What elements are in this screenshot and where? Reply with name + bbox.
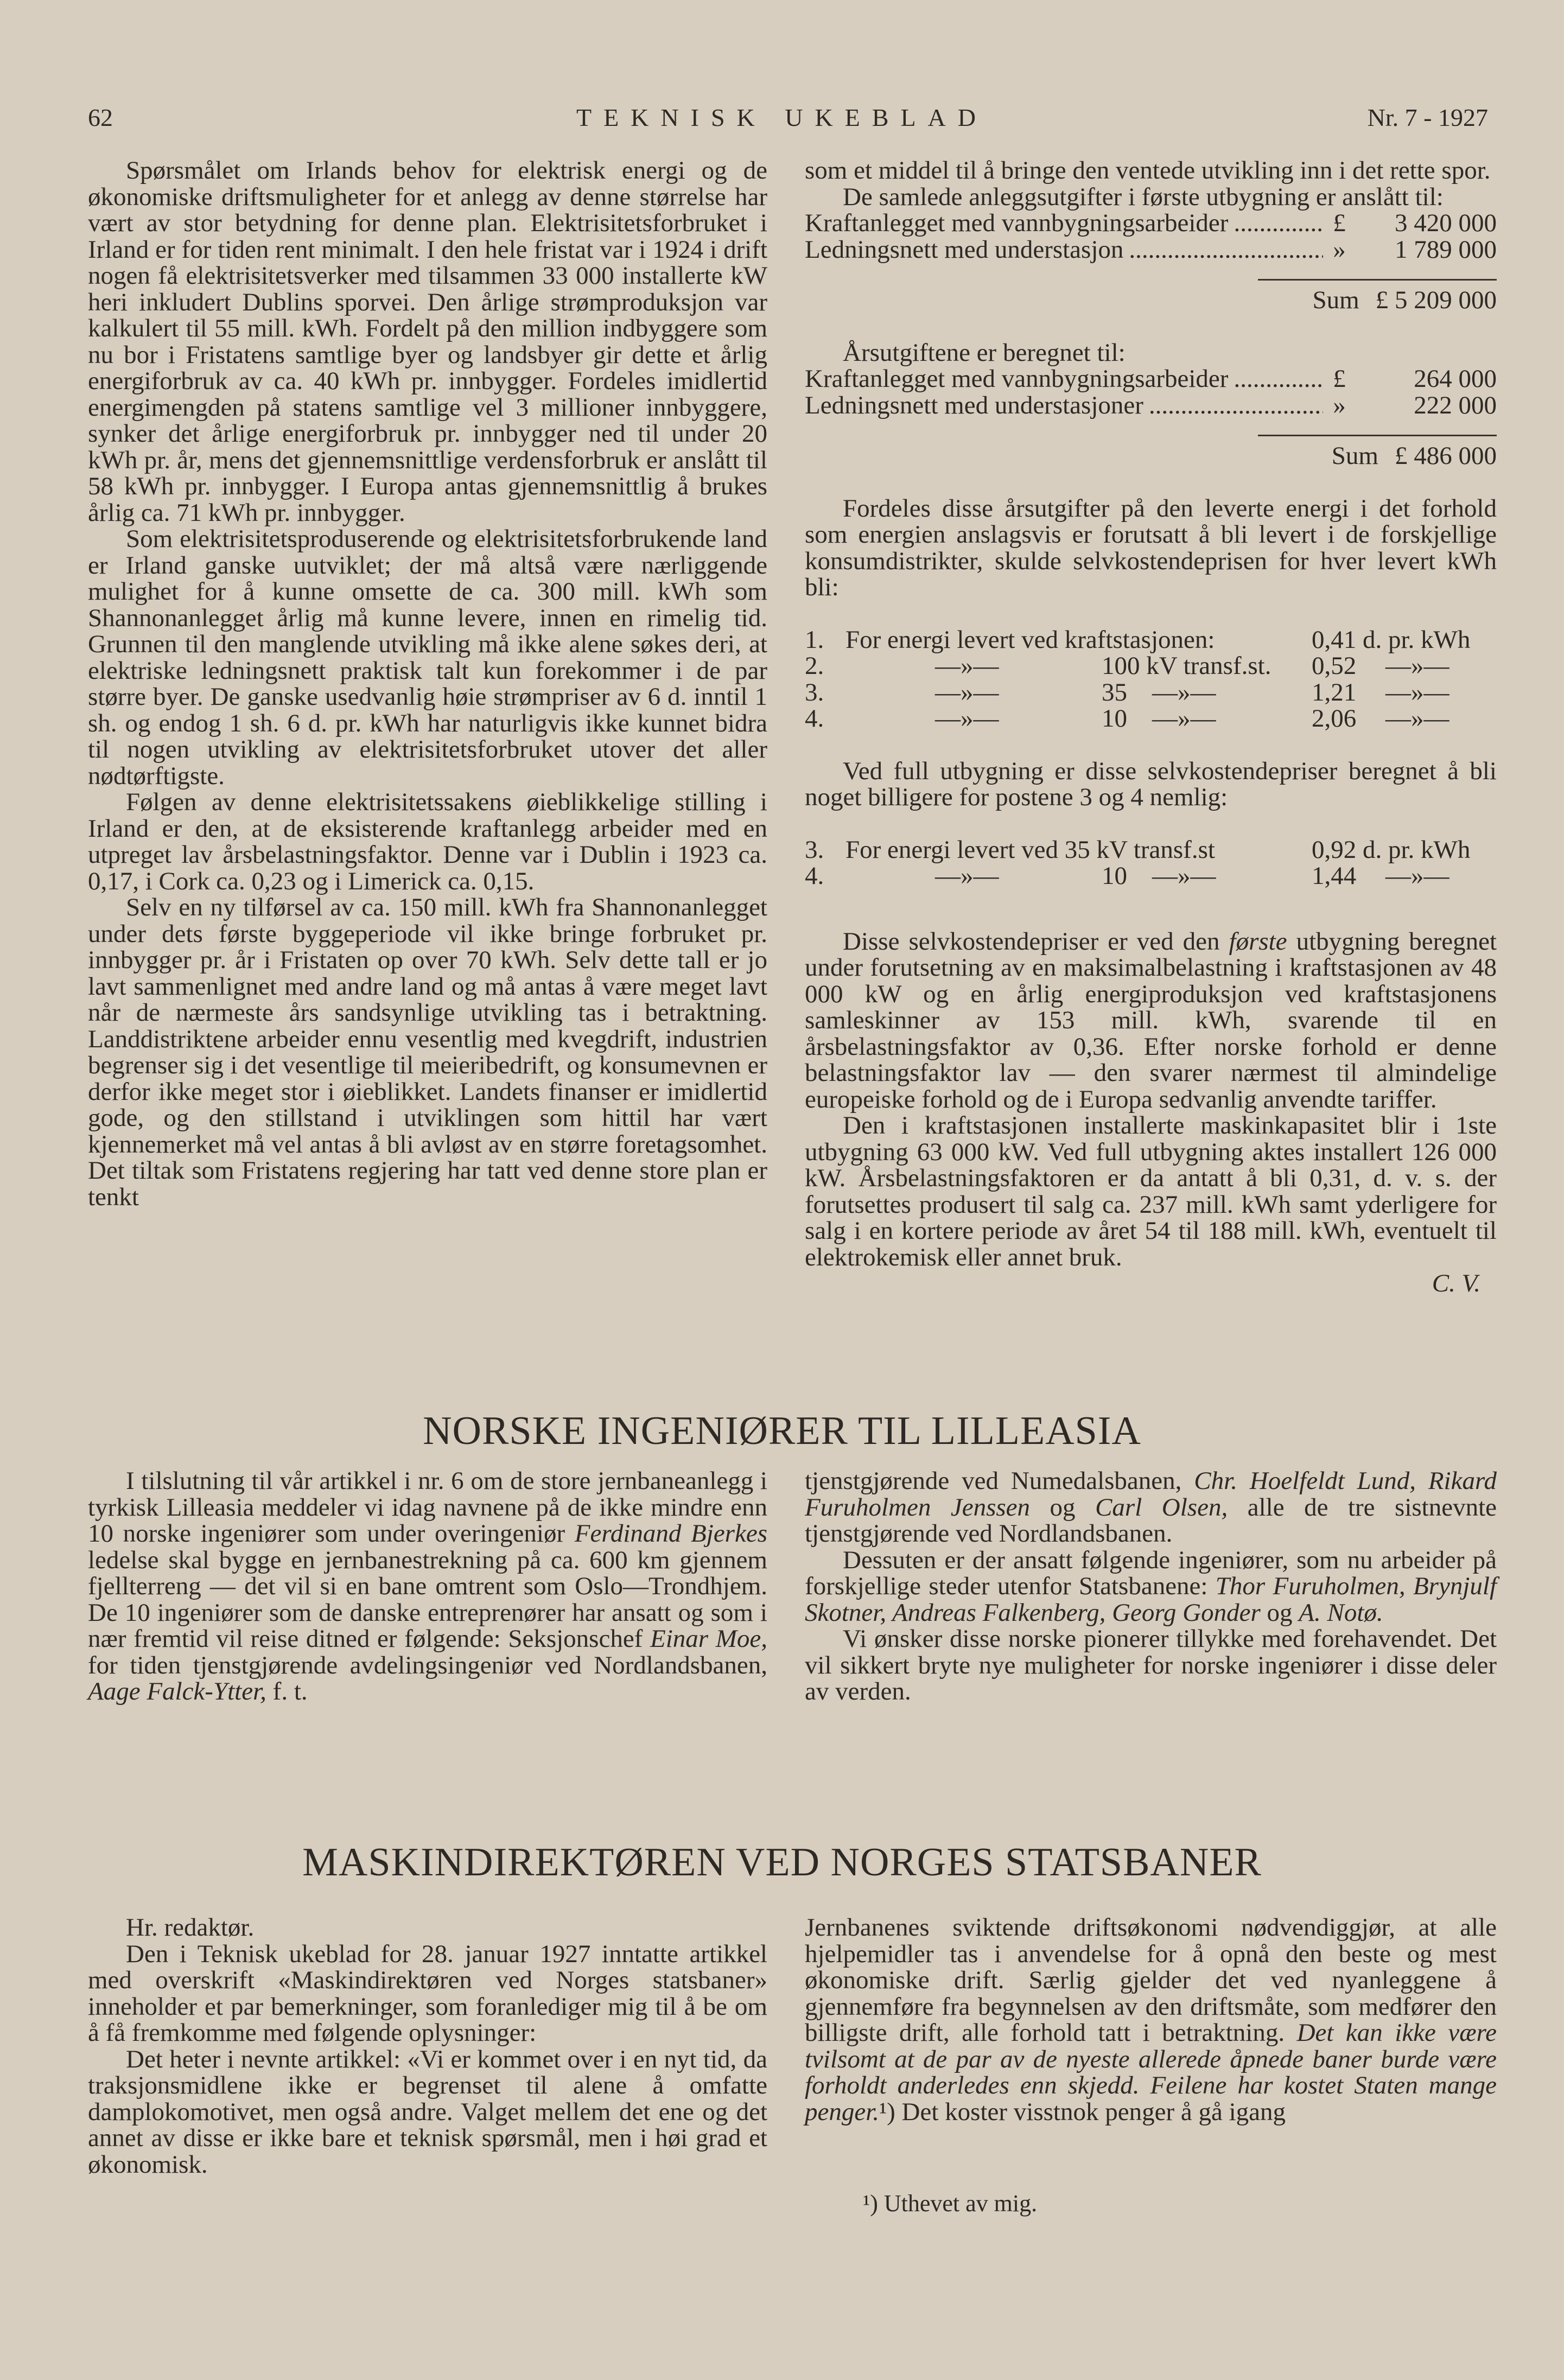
price-ditto3: —»— bbox=[1385, 704, 1449, 733]
text-run: Vi ønsker disse norske pionerer tillykke med forehavendet. Det vil sikkert bryte nye muligheter for norske ingeniører i disse deler av verden. bbox=[805, 1625, 1497, 1706]
price-ditto3: —»— bbox=[1385, 678, 1449, 707]
leader-dots bbox=[1149, 392, 1323, 419]
annual-cost-table bbox=[805, 366, 1497, 418]
currency: » bbox=[1333, 391, 1346, 419]
paragraph bbox=[88, 157, 767, 526]
paragraph: De samlede anleggsutgifter i første utbygning er anslått til: bbox=[843, 182, 1444, 211]
publication-title: TEKNISK UKEBLAD bbox=[576, 104, 988, 131]
paragraph: Ved full utbygning er disse selvkostendepriser beregnet å bli noget billigere for postene 3 og 4 nemlig: bbox=[805, 756, 1497, 811]
article3-left-column bbox=[88, 1914, 767, 2178]
italic-text: første bbox=[1229, 927, 1287, 956]
price-ditto2: —»— bbox=[1152, 704, 1216, 733]
page-number: 62 bbox=[88, 104, 113, 131]
price-voltage: 35 bbox=[1102, 678, 1127, 707]
italic-text: Thor Furuholmen, Brynjulf Skotner, Andreas Falkenberg, Georg Gonder bbox=[805, 1572, 1497, 1627]
text-run: alle de tre sistnevnte tjenstgjørende ved Nordlandsbanen. bbox=[805, 1493, 1497, 1548]
cost-label: Ledningsnett med understasjon bbox=[805, 235, 1124, 264]
price-voltage: 10 bbox=[1102, 704, 1127, 733]
sum-label: Sum bbox=[1312, 286, 1359, 314]
text-run: Dessuten er der ansatt følgende ingeniører, som nu arbeider på forskjellige steder utenfor Statsbanene: bbox=[805, 1545, 1497, 1600]
paragraph bbox=[805, 1914, 1497, 2125]
paragraph bbox=[88, 894, 767, 1210]
price-table-full bbox=[805, 837, 1497, 889]
paragraph bbox=[88, 789, 767, 894]
price-row bbox=[805, 837, 1497, 863]
cost-label: Ledningsnett med understasjoner bbox=[805, 391, 1143, 419]
sum-amount: 486 000 bbox=[1414, 442, 1497, 470]
cost-amount: 222 000 bbox=[1414, 391, 1497, 419]
cost-label: Kraftanlegget med vannbygningsarbeider bbox=[805, 365, 1229, 393]
article1-right-column bbox=[805, 157, 1497, 1297]
price-no: 3. bbox=[805, 678, 824, 707]
cost-amount: 3 420 000 bbox=[1395, 209, 1497, 237]
text-run: Jernbanenes sviktende driftsøkonomi nødvendiggjør, at alle hjelpemidler tas i anvendelse for å opnå den beste og mest økonomiske drift. Særlig gjelder det ved nyanleggene å gjennemføre fra begynnelsen av den driftsmåte, som medfører den billigste drift, alle forhold tatt i betraktning. bbox=[805, 1913, 1497, 2047]
leader-dots bbox=[1129, 237, 1323, 263]
price-ditto2: —»— bbox=[1152, 862, 1216, 890]
price-price: 2,06 bbox=[1312, 704, 1357, 733]
cost-row bbox=[805, 237, 1497, 263]
cost-amount: 1 789 000 bbox=[1395, 235, 1497, 264]
text-run: Som elektrisitetsproduserende og elektrisitetsforbrukende land er Irland ganske uutviklet; der må altså være nærliggende mulighet for å kunne omsette de ca. 300 mill. kWh som Shannonanlegget årlig må kunne levere, innen en rimelig tid. Grunnen til den manglende utvikling må ikke alene søkes deri, at elektriske ledningsnett praktisk talt kun forekommer i de par større byer. De ganske usedvanlig høie strømpriser av 6 d. inntil 1 sh. og endog 1 sh. 6 d. pr. kWh har naturligvis ikke kunnet bidra til nogen utvikling av elektrisitetsforbruket utover det aller nødtørftigste. bbox=[88, 525, 767, 790]
text-run: Det heter i nevnte artikkel: «Vi er kommet over i en nyt tid, da traksjonsmidlene ikke er begrenset til alene å omfatte damplokomotivet, men også andre. Valget mellem det ene og det annet av disse er ikke bare et teknisk spørsmål, men i høi grad et økonomisk. bbox=[88, 2045, 767, 2179]
price-ditto1: —»— bbox=[935, 678, 999, 707]
text-run: Spørsmålet om Irlands behov for elektrisk energi og de økonomiske driftsmuligheter for et anlegg av denne størrelse har vært av stor betydning for denne plan. Elektrisitetsforbruket i Irland er for tiden rent minimalt. I den hele fristat var i 1924 i drift nogen få elektrisitetsverker med tilsammen 33 000 installerte kW heri inkludert Dublins sporvei. Den årlige strømproduksjon var kalkulert til 55 mill. kWh. Fordelt på den million indbyggere som nu bor i Fristatens samtlige byer og landsbyer gir dette et årlig energiforbruk av ca. 40 kWh pr. innbygger. Fordeles imidlertid energimengden på statens samtlige vel 3 millioner innbyggere, synker det årlige energiforbruk pr. innbygger ned til under 20 kWh pr. år, mens det gjennemsnittlige verdensforbruk er anslått til 58 kWh pr. innbygger. I Europa antas gjennemsnittlig å brukes årlig ca. 71 kWh pr. innbygger. bbox=[88, 156, 767, 527]
paragraph bbox=[88, 1941, 767, 2046]
price-ditto3: —»— bbox=[1385, 652, 1449, 680]
issue-number: Nr. 7 - 1927 bbox=[1367, 104, 1488, 131]
price-row bbox=[805, 863, 1497, 889]
paragraph bbox=[88, 526, 767, 789]
construction-sum bbox=[805, 287, 1497, 314]
price-desc: For energi levert ved kraftstasjonen: bbox=[845, 625, 1215, 654]
article2-title: NORSKE INGENIØRER TIL LILLEASIA bbox=[423, 1409, 1141, 1453]
paragraph: Årsutgiftene er beregnet til: bbox=[843, 338, 1126, 367]
article2-left-column bbox=[88, 1468, 767, 1705]
paragraph: Fordeles disse årsutgifter på den leverte energi i det forhold som energien anslagsvis er forutsatt å bli levert i de forskjellige konsumdistrikter, skulde selvkostendeprisen for hver levert kWh bli: bbox=[805, 494, 1497, 601]
paragraph bbox=[805, 1112, 1497, 1270]
price-row bbox=[805, 627, 1497, 653]
text-run: Disse selvkostendepriser er ved den bbox=[843, 927, 1229, 956]
text-run: for tiden tjenstgjørende avdelingsingeniør ved Nordlandsbanen, bbox=[88, 1651, 767, 1679]
price-voltage: 100 kV transf.st. bbox=[1102, 652, 1271, 680]
price-no: 4. bbox=[805, 704, 824, 733]
text-run: Selv en ny tilførsel av ca. 150 mill. kWh fra Shannonanlegget under dets første byggeperiode vil ikke bringe forbruket pr. innbygger pr. år i Fristaten op over 70 kWh. Selv dette tall er jo lavt sammenlignet med andre land og må antas å være meget lavt når de nærmeste års sandsynlige utvikling tas i betraktning. Landdistriktene arbeider ennu vesentlig med kvegdrift, industrien begrenser sig i det vesentlige til meieribedrift, og konsumevnen er derfor ikke meget stor i øieblikket. Landets finanser er imidlertid gode, og den stillstand i utviklingen som hittil har vært kjennemerket må vel antas å bli avløst av en større foretagsomhet. Det tiltak som Fristatens regjering har tatt ved denne store plan er tenkt bbox=[88, 893, 767, 1211]
signature: C. V. bbox=[1432, 1269, 1480, 1297]
price-ditto3: —»— bbox=[1385, 862, 1449, 890]
leader-dots bbox=[1234, 366, 1323, 392]
text-run: utbygning beregnet under forutsetning av en maksimalbelastning i kraftstasjonen av 48 000 kW og en årlig energiproduksjon ved kraftstasjonens samleskinner av 153 mill. kWh, svarende til en årsbelastningsfaktor av 0,36. Efter norske forhold er denne belastningsfaktor lav — den svarer nærmest til almindelige europeiske forhold og de i Europa sedvanlig anvendte tariffer. bbox=[805, 927, 1497, 1113]
price-voltage: 10 bbox=[1102, 862, 1127, 890]
paragraph bbox=[805, 928, 1497, 1113]
price-ditto1: —»— bbox=[935, 704, 999, 733]
currency: » bbox=[1333, 235, 1346, 264]
currency: £ bbox=[1375, 286, 1389, 314]
paragraph bbox=[88, 2046, 767, 2178]
paragraph bbox=[88, 1468, 767, 1705]
annual-sum bbox=[805, 443, 1497, 469]
paragraph bbox=[805, 1468, 1497, 1547]
text-run: Den i kraftstasjonen installerte maskinkapasitet blir i 1ste utbygning 63 000 kW. Ved full utbygning aktes installert 126 000 kW. Årsbelastningsfaktoren er da antatt å bli 0,31, d. v. s. der forutsettes produsert til salg ca. 237 mill. kWh samt yderligere for salg i en kortere periode av året 54 til 188 mill. kWh, eventuelt til elektrokemisk eller annet bruk. bbox=[805, 1111, 1497, 1271]
sum-label: Sum bbox=[1331, 442, 1378, 470]
text-run: Den i Teknisk ukeblad for 28. januar 1927 inntatte artikkel med overskrift «Maskindirektøren ved Norges statsbaner» inneholder et par bemerkninger, som foranlediger mig til å be om å få fremkomme med følgende oplysninger: bbox=[88, 1939, 767, 2047]
text-run: tjenstgjørende ved Numedalsbanen, bbox=[805, 1467, 1194, 1495]
price-no: 1. bbox=[805, 625, 824, 654]
article1-left-column bbox=[88, 157, 767, 1210]
price-price: 0,92 d. pr. kWh bbox=[1312, 835, 1471, 864]
italic-text: Det kan ikke være tvilsomt at de par av de nyeste allerede åpnede baner burde være forholdt anderledes enn skjedd. Feilene har kostet Staten mange penger. bbox=[805, 2019, 1497, 2126]
italic-text: Einar Moe, bbox=[650, 1625, 767, 1653]
price-price: 0,52 bbox=[1312, 652, 1357, 680]
italic-text: Aage Falck-Ytter, bbox=[88, 1677, 266, 1706]
italic-text: Ferdinand Bjerkes bbox=[574, 1519, 767, 1548]
cost-row bbox=[805, 392, 1497, 419]
footnote: ¹) Uthevet av mig. bbox=[863, 2190, 1038, 2217]
paragraph: som et middel til å bringe den ventede utvikling inn i det rette spor. bbox=[805, 156, 1491, 184]
text-run: og bbox=[1260, 1598, 1299, 1627]
text-run: ¹) Det koster visstnok penger å gå igang bbox=[879, 2097, 1286, 2126]
sum-rule bbox=[1258, 279, 1497, 281]
article3-title: MASKINDIREKTØREN VED NORGES STATSBANER bbox=[302, 1840, 1262, 1885]
price-ditto2: —»— bbox=[1152, 678, 1216, 707]
currency: £ bbox=[1333, 365, 1346, 393]
price-table-first bbox=[805, 627, 1497, 732]
price-row bbox=[805, 653, 1497, 679]
text-run: ledelse skal bygge en jernbanestrekning på ca. 600 km gjennem fjellterreng — det vil si en bane omtrent som Oslo—Trondhjem. De 10 ingeniører som de danske entreprenører har ansatt og som i nær fremtid vil reise ditned er følgende: Seksjonschef bbox=[88, 1545, 767, 1653]
currency: £ bbox=[1333, 209, 1346, 237]
paragraph bbox=[805, 1626, 1497, 1705]
sum-rule bbox=[1258, 435, 1497, 436]
price-no: 4. bbox=[805, 862, 824, 890]
price-price: 1,44 bbox=[1312, 862, 1357, 890]
text-run: og bbox=[1030, 1493, 1096, 1522]
cost-amount: 264 000 bbox=[1414, 365, 1497, 393]
cost-label: Kraftanlegget med vannbygningsarbeider bbox=[805, 209, 1229, 237]
construction-cost-table bbox=[805, 210, 1497, 263]
cost-row bbox=[805, 366, 1497, 392]
italic-text: Chr. Hoelfeldt Lund, Rikard Furuholmen Jenssen bbox=[805, 1467, 1497, 1522]
text-run: Følgen av denne elektrisitetssakens øieblikkelige stilling i Irland er den, at de eksisterende kraftanlegg arbeider med en utpreget lav årsbelastningsfaktor. Denne var i Dublin i 1923 ca. 0,17, i Cork ca. 0,23 og i Limerick ca. 0,15. bbox=[88, 788, 767, 895]
article3-right-column bbox=[805, 1914, 1497, 2125]
price-row bbox=[805, 705, 1497, 732]
price-row bbox=[805, 679, 1497, 706]
leader-dots bbox=[1234, 210, 1323, 237]
price-price: 0,41 d. pr. kWh bbox=[1312, 625, 1471, 654]
price-desc: For energi levert ved 35 kV transf.st bbox=[845, 835, 1215, 864]
text-run: I tilslutning til vår artikkel i nr. 6 om de store jernbaneanlegg i tyrkisk Lilleasia meddeler vi idag navnene på de ikke mindre enn 10 norske ingeniører som under overingeniør bbox=[88, 1467, 767, 1548]
cost-row bbox=[805, 210, 1497, 237]
paragraph bbox=[805, 1547, 1497, 1626]
closing-paragraphs bbox=[805, 928, 1497, 1271]
price-no: 2. bbox=[805, 652, 824, 680]
text-run: f. t. bbox=[266, 1677, 308, 1706]
salutation: Hr. redaktør. bbox=[126, 1913, 255, 1942]
price-price: 1,21 bbox=[1312, 678, 1357, 707]
currency: £ bbox=[1395, 442, 1408, 470]
price-ditto1: —»— bbox=[935, 862, 999, 890]
sum-amount: 5 209 000 bbox=[1395, 286, 1497, 314]
article3-left-body bbox=[88, 1941, 767, 2178]
italic-text: Carl Olsen, bbox=[1095, 1493, 1228, 1522]
price-ditto1: —»— bbox=[935, 652, 999, 680]
price-no: 3. bbox=[805, 835, 824, 864]
italic-text: A. Notø. bbox=[1299, 1598, 1383, 1627]
article2-right-column bbox=[805, 1468, 1497, 1705]
